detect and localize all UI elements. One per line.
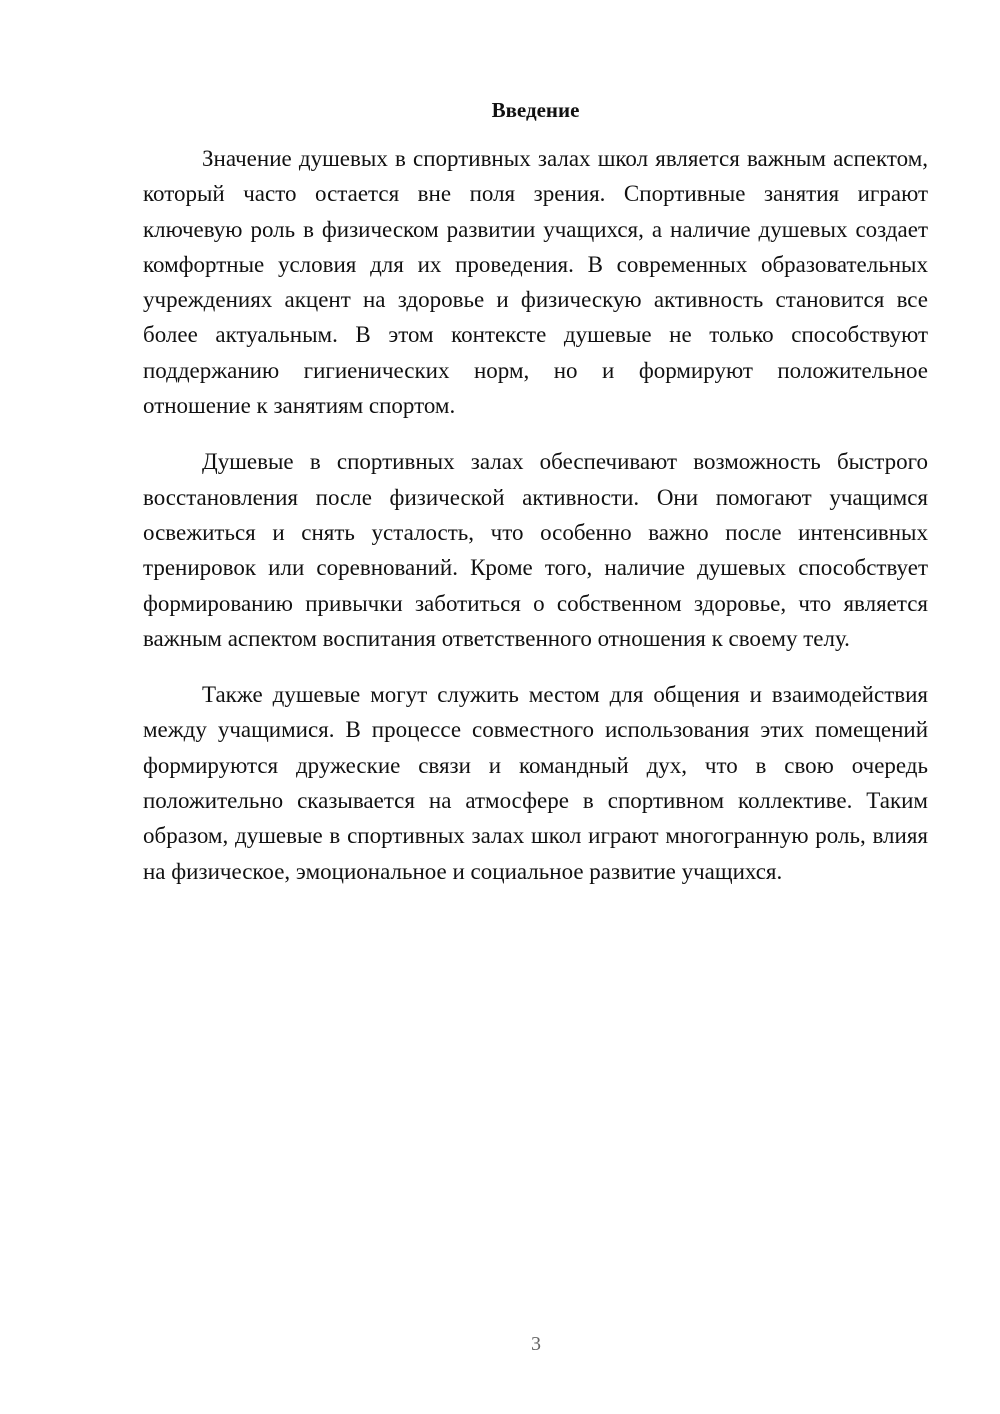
paragraph-2: Душевые в спортивных залах обеспечивают возможность быстрого восстановления после физической активности. Они помогают учащимся освежиться и снять усталость, что особенно важно после интенсивных тренировок или соревнований. Кроме того, наличие душевых способствует формированию привычки заботиться о собственном здоровье, что является важным аспектом воспитания ответственного отношения к своему телу.: [143, 449, 928, 651]
section-title: Введение: [491, 98, 580, 122]
page-content: [143, 95, 928, 910]
paragraph-1: Значение душевых в спортивных залах школ является важным аспектом, который часто остается вне поля зрения. Спортивные занятия играют ключевую роль в физическом развитии учащихся, а наличие душевых создает комфортные условия для их проведения. В современных образовательных учреждениях акцент на здоровье и физическую активность становится все более актуальным. В этом контексте душевые не только способствуют поддержанию гигиенических норм, но и формируют положительное отношение к занятиям спортом.: [143, 146, 928, 419]
paragraph-3: Также душевые могут служить местом для общения и взаимодействия между учащимися. В процессе совместного использования этих помещений формируются дружеские связи и командный дух, что в свою очередь положительно сказывается на атмосфере в спортивном коллективе. Таким образом, душевые в спортивных залах школ играют многогранную роль, влияя на физическое, эмоциональное и социальное развитие учащихся.: [143, 682, 928, 884]
page-number: 3: [531, 1333, 541, 1355]
